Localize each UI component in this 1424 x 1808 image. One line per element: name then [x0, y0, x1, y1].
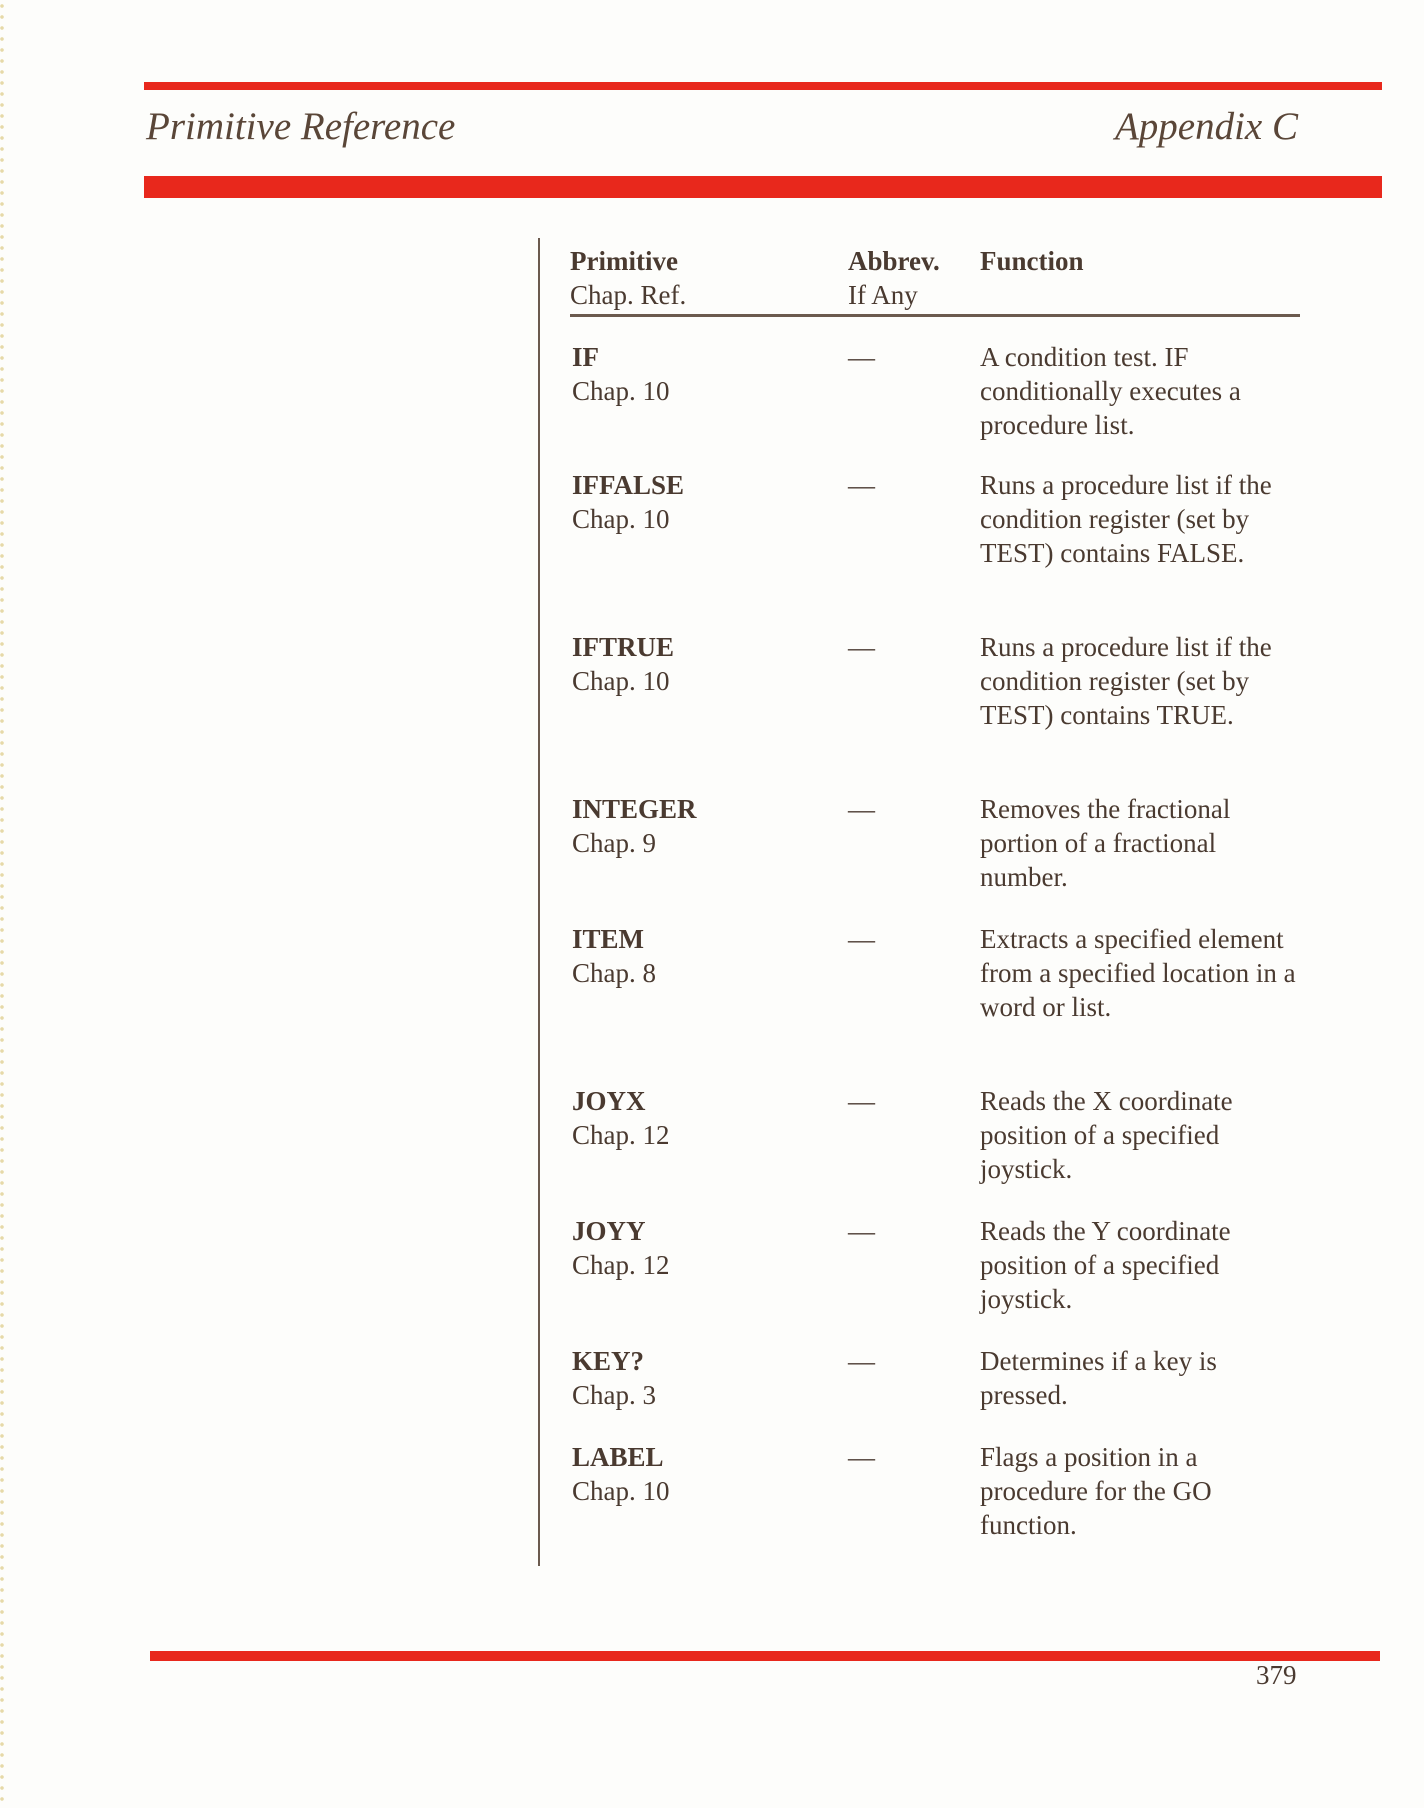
function-cell: Removes the fractional portion of a fractional number. [980, 794, 1231, 892]
running-header-left: Primitive Reference [146, 105, 456, 148]
primitive-cell [572, 792, 832, 860]
chapter-ref: Chap. 10 [572, 504, 670, 534]
top-thick-rule [144, 176, 1382, 198]
function-cell: Determines if a key is pressed. [980, 1346, 1217, 1410]
primitive-cell [572, 922, 832, 990]
function-cell: Runs a procedure list if the condition register (set by TEST) contains TRUE. [980, 632, 1272, 730]
perforated-edge [0, 0, 6, 1808]
primitive-name: KEY? [572, 1346, 645, 1376]
primitive-name: LABEL [572, 1442, 664, 1472]
function-cell: Reads the X coordinate position of a specified joystick. [980, 1086, 1233, 1184]
chapter-ref: Chap. 12 [572, 1120, 670, 1150]
primitive-name: IFTRUE [572, 632, 675, 662]
chapter-ref: Chap. 10 [572, 376, 670, 406]
chapter-ref: Chap. 3 [572, 1380, 656, 1410]
primitive-cell [572, 1214, 832, 1282]
primitive-cell [572, 1344, 832, 1412]
header-underline [570, 314, 1300, 317]
page-number: 379 [1256, 1660, 1297, 1690]
chapter-ref: Chap. 9 [572, 828, 656, 858]
column-header-abbrev-title: Abbrev. [848, 246, 940, 276]
running-header-right: Appendix C [1114, 105, 1298, 148]
abbrev-cell: — [848, 632, 875, 662]
primitive-name: JOYY [572, 1216, 646, 1246]
table-left-rule [538, 238, 540, 1566]
function-cell: Extracts a specified element from a specified location in a word or list. [980, 924, 1296, 1022]
primitive-cell [572, 630, 832, 698]
primitive-cell [572, 468, 832, 536]
abbrev-cell: — [848, 1216, 875, 1246]
top-thin-rule [144, 82, 1382, 90]
abbrev-cell: — [848, 470, 875, 500]
bottom-rule [150, 1651, 1380, 1661]
function-cell: Flags a position in a procedure for the GO function. [980, 1442, 1212, 1540]
abbrev-cell: — [848, 1442, 875, 1472]
abbrev-cell: — [848, 794, 875, 824]
chapter-ref: Chap. 10 [572, 1476, 670, 1506]
abbrev-cell: — [848, 1086, 875, 1116]
abbrev-cell: — [848, 1346, 875, 1376]
function-cell: A condition test. IF conditionally executes a procedure list. [980, 342, 1241, 440]
primitive-cell [572, 1084, 832, 1152]
primitive-name: IFFALSE [572, 470, 685, 500]
column-header-function [980, 244, 1084, 278]
primitive-name: ITEM [572, 924, 645, 954]
column-header-abbrev-subtitle: If Any [848, 280, 918, 310]
column-header-function-title: Function [980, 246, 1084, 276]
chapter-ref: Chap. 8 [572, 958, 656, 988]
primitive-cell [572, 1440, 832, 1508]
primitive-name: INTEGER [572, 794, 697, 824]
abbrev-cell: — [848, 342, 875, 372]
abbrev-cell: — [848, 924, 875, 954]
primitive-name: JOYX [572, 1086, 646, 1116]
function-cell: Reads the Y coordinate position of a specified joystick. [980, 1216, 1231, 1314]
chapter-ref: Chap. 12 [572, 1250, 670, 1280]
primitive-cell [572, 340, 832, 408]
column-header-primitive-title: Primitive [570, 246, 678, 276]
column-header-primitive-subtitle: Chap. Ref. [570, 280, 687, 310]
chapter-ref: Chap. 10 [572, 666, 670, 696]
column-header-primitive [570, 244, 686, 312]
column-header-abbrev [848, 244, 940, 312]
function-cell: Runs a procedure list if the condition register (set by TEST) contains FALSE. [980, 470, 1272, 568]
primitive-name: IF [572, 342, 599, 372]
